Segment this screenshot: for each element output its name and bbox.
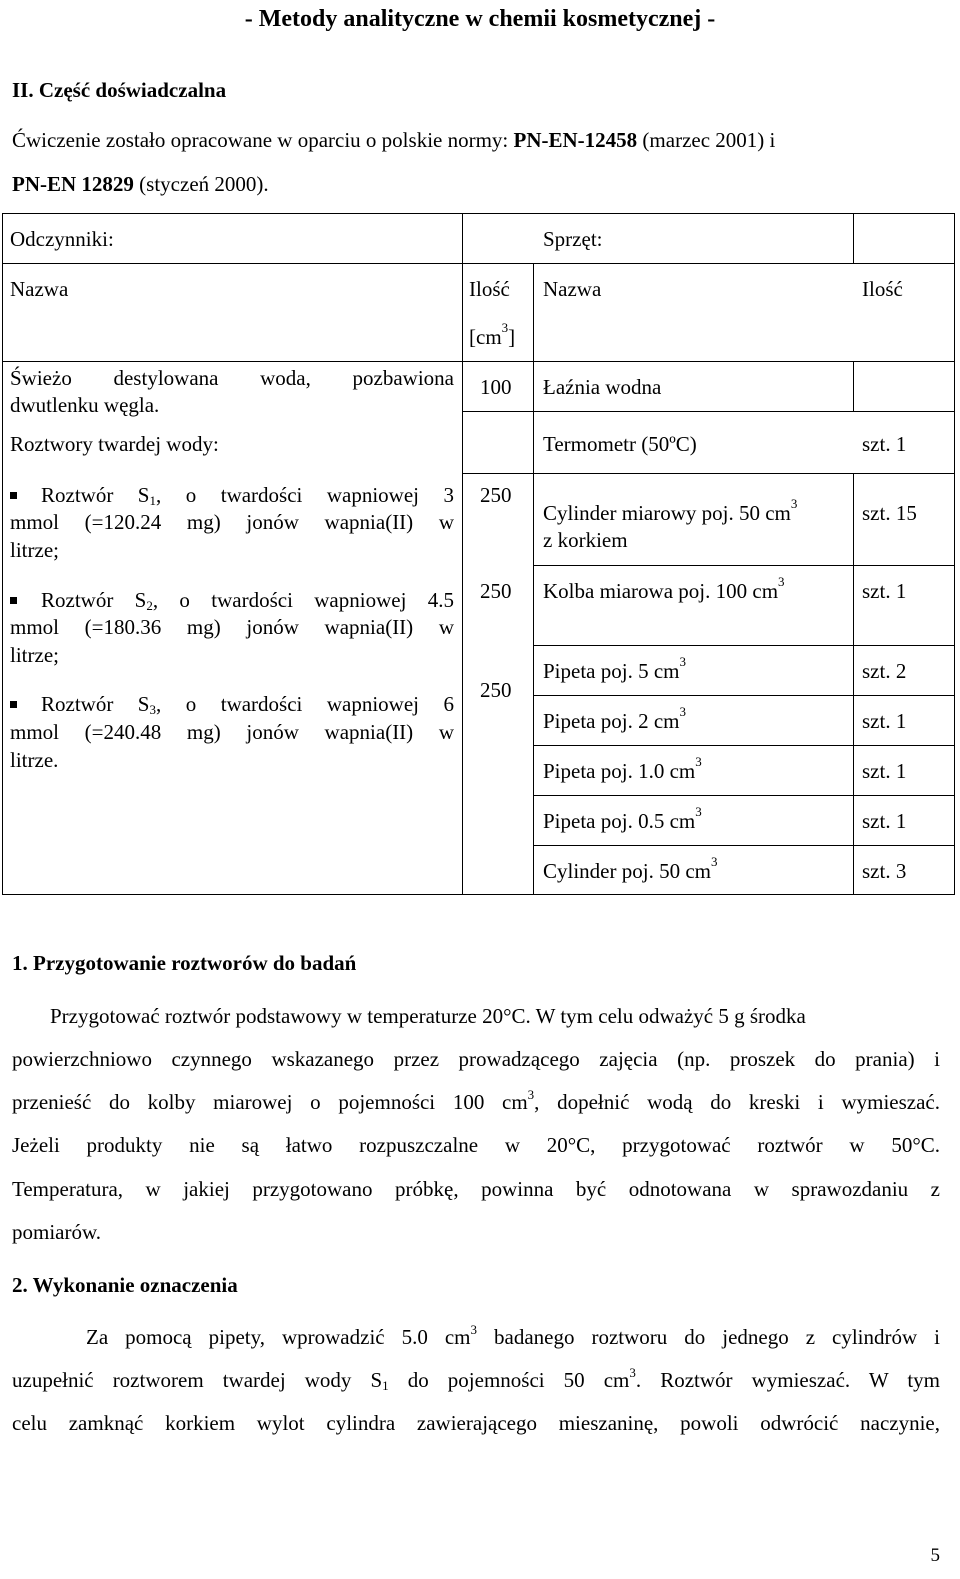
pipette-1 <box>543 754 702 785</box>
col-name-equipment: Nazwa <box>543 277 602 301</box>
page-number: 5 <box>930 1545 940 1566</box>
bullet-icon <box>10 492 17 499</box>
norm-2: PN-EN 12829 <box>12 172 134 196</box>
pipette-2-qty: szt. 1 <box>862 709 907 733</box>
s1-line-3: litrze; <box>10 538 59 562</box>
reagents-header: Odczynniki: <box>10 227 114 251</box>
intro-text-a: Ćwiczenie zostało opracowane w oparciu o polskie normy: <box>12 128 514 152</box>
intro-text-b: (marzec 2001) i <box>637 128 776 152</box>
s1-hardness: , o twardości wapniowej 3 <box>156 483 454 507</box>
water-line-2: dwutlenku węgla. <box>10 393 160 417</box>
section-2-line-2a: uzupełnić roztworem twardej wody S <box>12 1368 383 1392</box>
pipette-2 <box>543 704 686 735</box>
section-2-line-1 <box>86 1322 940 1350</box>
volumetric-flask-label: Kolba miarowa poj. 100 cm <box>543 579 779 603</box>
water-line-1: Świeżo destylowana woda, pozbawiona <box>10 366 454 390</box>
equipment-header: Sprzęt: <box>543 227 603 251</box>
pipette-1-sup: 3 <box>695 754 702 769</box>
hard-water-heading: Roztwory twardej wody: <box>10 432 219 456</box>
s2-label: Roztwór S <box>41 588 147 612</box>
section-2-line-2 <box>12 1365 940 1393</box>
section-2-heading: 2. Wykonanie oznaczenia <box>12 1273 238 1297</box>
bath-name: Łaźnia wodna <box>543 375 662 399</box>
pipette-05-qty: szt. 1 <box>862 809 907 833</box>
s3-line-2: mmol (=240.48 mg) jonów wapnia(II) w <box>10 720 454 744</box>
s3-line-1 <box>10 690 454 718</box>
section-1-line-4: Jeżeli produkty nie są łatwo rozpuszczalne w 20°C, przygotować roztwór w 50°C. <box>12 1133 940 1157</box>
section-1-line-3b: , dopełnić wodą do kreski i wymieszać. <box>534 1090 940 1114</box>
section-heading: II. Część doświadczalna <box>12 78 227 102</box>
section-1-line-3 <box>12 1087 940 1115</box>
s3-hardness: , o twardości wapniowej 6 <box>156 692 454 716</box>
qty-unit-text: [cm <box>469 325 502 349</box>
s1-line-1 <box>10 481 454 509</box>
pipette-2-label: Pipeta poj. 2 cm <box>543 709 680 733</box>
volumetric-flask <box>543 574 785 605</box>
s3-line-3: litrze. <box>10 748 59 772</box>
cylinder-with-stopper <box>543 496 798 527</box>
section-1-line-6: pomiarów. <box>12 1220 102 1244</box>
pipette-05-label: Pipeta poj. 0.5 cm <box>543 809 696 833</box>
section-2-line-2b: do pojemności 50 cm <box>388 1368 630 1392</box>
qty-unit-sup: 3 <box>501 320 509 335</box>
intro-line-1 <box>12 128 775 153</box>
section-2-line-1-sup: 3 <box>470 1322 477 1337</box>
s2-line-1 <box>10 586 454 614</box>
pipette-2-sup: 3 <box>679 704 686 719</box>
section-2-line-1a: Za pomocą pipety, wprowadzić 5.0 cm <box>86 1325 471 1349</box>
s2-sub: 2 <box>146 598 153 613</box>
section-2-line-2-sup: 3 <box>629 1365 636 1380</box>
cylinder-with-stopper-qty: szt. 15 <box>862 501 917 525</box>
s1-label: Roztwór S <box>41 483 150 507</box>
section-2-line-2-sub: 1 <box>382 1378 389 1393</box>
pipette-5-label: Pipeta poj. 5 cm <box>543 659 680 683</box>
volumetric-flask-qty: szt. 1 <box>862 579 907 603</box>
s1-line-2: mmol (=120.24 mg) jonów wapnia(II) w <box>10 510 454 534</box>
s3-qty: 250 <box>480 678 512 702</box>
qty-unit-close: ] <box>508 325 516 349</box>
cylinder-50-qty: szt. 3 <box>862 859 907 883</box>
s2-qty: 250 <box>480 579 512 603</box>
pipette-1-label: Pipeta poj. 1.0 cm <box>543 759 696 783</box>
section-1-line-2: powierzchniowo czynnego wskazanego przez prowadzącego zajęcia (np. proszek do prania) i <box>12 1047 940 1071</box>
volumetric-flask-sup: 3 <box>778 574 785 589</box>
section-2-line-1b: badanego roztworu do jednego z cylindrów i <box>477 1325 940 1349</box>
cylinder-50 <box>543 854 718 885</box>
pipette-05-sup: 3 <box>695 804 702 819</box>
intro-text-c: (styczeń 2000). <box>133 172 269 196</box>
cylinder-with-stopper-line-2: z korkiem <box>543 528 628 552</box>
s2-hardness: , o twardości wapniowej 4.5 <box>152 588 454 612</box>
pipette-1-qty: szt. 1 <box>862 759 907 783</box>
pipette-5-qty: szt. 2 <box>862 659 907 683</box>
s2-line-3: litrze; <box>10 643 59 667</box>
bullet-icon <box>10 701 17 708</box>
s3-sub: 3 <box>149 702 156 717</box>
s1-sub: 1 <box>149 493 156 508</box>
s2-line-2: mmol (=180.36 mg) jonów wapnia(II) w <box>10 615 454 639</box>
col-name-reagents: Nazwa <box>10 277 69 301</box>
document-title: - Metody analityczne w chemii kosmetycznej - <box>244 6 716 32</box>
pipette-5 <box>543 654 686 685</box>
section-1-line-1: Przygotować roztwór podstawowy w temperaturze 20°C. W tym celu odważyć 5 g środka <box>50 1004 806 1028</box>
cylinder-50-sup: 3 <box>710 854 718 869</box>
cylinder-with-stopper-label: Cylinder miarowy poj. 50 cm <box>543 501 791 525</box>
col-qty-reagents: Ilość <box>469 277 510 301</box>
section-1-line-5: Temperatura, w jakiej przygotowano próbkę, powinna być odnotowana w sprawozdaniu z <box>12 1177 940 1201</box>
col-qty-equipment: Ilość <box>862 277 903 301</box>
pipette-05 <box>543 804 702 835</box>
pipette-5-sup: 3 <box>679 654 686 669</box>
thermometer-qty: szt. 1 <box>862 432 907 456</box>
section-1-line-3-sup: 3 <box>527 1087 535 1102</box>
section-1-line-3a: przenieść do kolby miarowej o pojemności 100 cm <box>12 1090 528 1114</box>
thermometer-name: Termometr (50ºC) <box>543 432 697 456</box>
intro-line-2 <box>12 172 269 197</box>
cylinder-50-label: Cylinder poj. 50 cm <box>543 859 711 883</box>
s1-qty: 250 <box>480 483 512 507</box>
water-qty: 100 <box>480 375 512 399</box>
section-1-heading: 1. Przygotowanie roztworów do badań <box>12 951 357 975</box>
qty-unit <box>469 320 516 351</box>
cylinder-with-stopper-sup: 3 <box>790 496 798 511</box>
bullet-icon <box>10 597 17 604</box>
norm-1: PN-EN-12458 <box>513 128 638 152</box>
section-2-line-2c: . Roztwór wymieszać. W tym <box>635 1368 940 1392</box>
section-2-line-3: celu zamknąć korkiem wylot cylindra zawierającego mieszaninę, powoli odwrócić naczynie, <box>12 1411 940 1435</box>
s3-label: Roztwór S <box>41 692 150 716</box>
